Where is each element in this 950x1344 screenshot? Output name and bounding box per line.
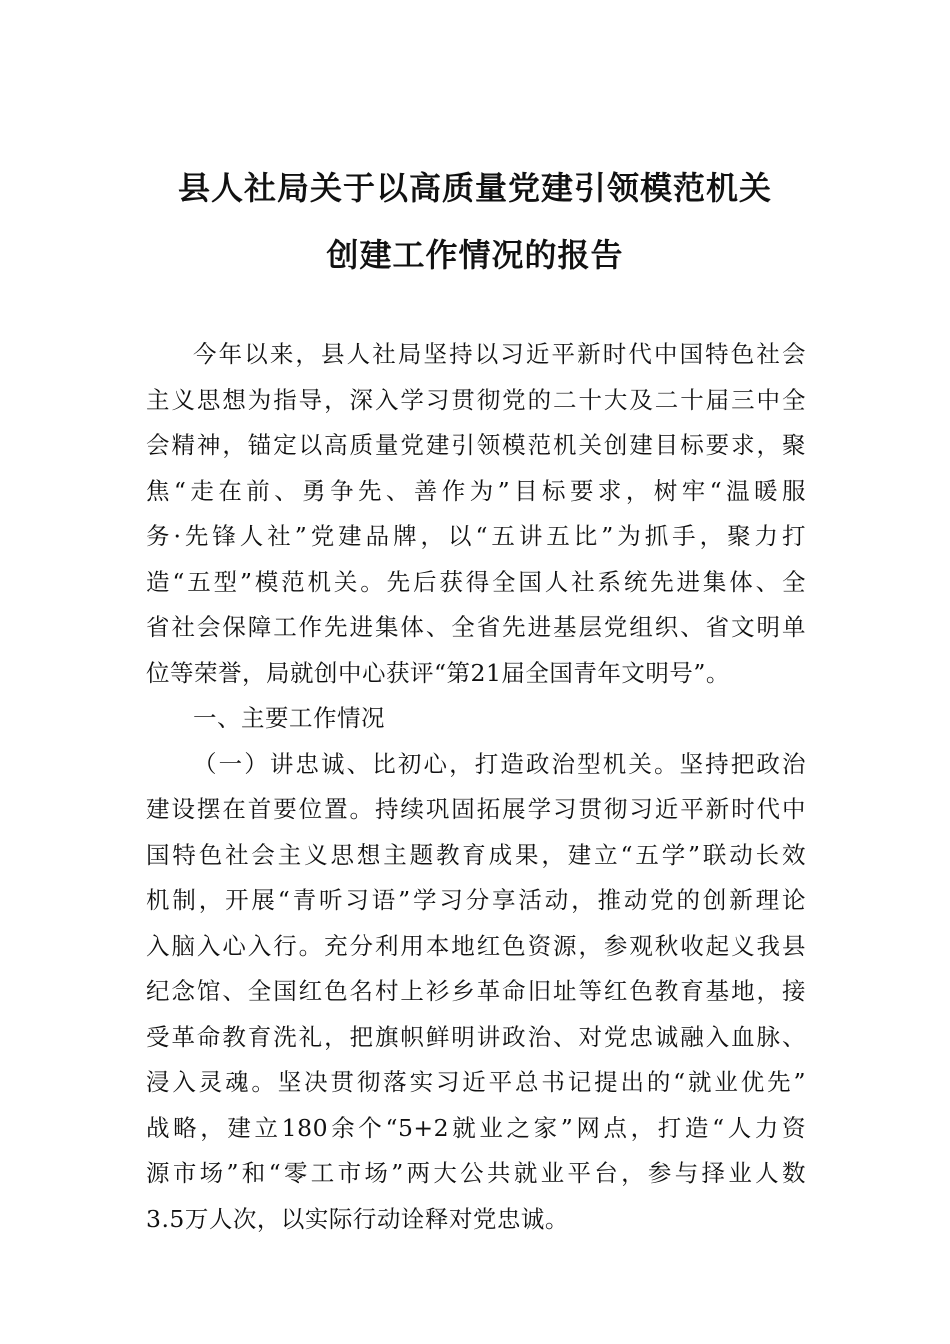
subsection-line: 国特色社会主义思想主题教育成果，建立“五学”联动长效: [146, 840, 806, 869]
intro-line: 今年以来，县人社局坚持以习近平新时代中国特色社会: [193, 340, 806, 368]
subsection-line: 受革命教育洗礼，把旗帜鲜明讲政治、对党忠诚融入血脉、: [146, 1022, 806, 1051]
subsection-line: 入脑入心入行。充分利用本地红色资源，参观秋收起义我县: [146, 931, 806, 960]
subsection-line: 战略，建立180余个“5+2就业之家”网点，打造“人力资: [146, 1113, 806, 1142]
subsection-first-line-rest: 坚持把政治: [679, 749, 807, 778]
subsection-line: 纪念馆、全国红色名村上衫乡革命旧址等红色教育基地，接: [146, 977, 806, 1005]
subsection-first-line: [146, 742, 806, 788]
section-heading: 一、主要工作情况: [193, 704, 385, 732]
document-title-line-1: 县人社局关于以高质量党建引领模范机关: [177, 169, 772, 207]
intro-line: 造“五型”模范机关。先后获得全国人社系统先进集体、全: [146, 567, 806, 596]
intro-line: 焦“走在前、勇争先、善作为”目标要求，树牢“温暖服: [146, 476, 806, 505]
intro-line: 会精神，锚定以高质量党建引领模范机关创建目标要求，聚: [146, 431, 806, 459]
subsection-line: 3.5万人次，以实际行动诠释对党忠诚。: [146, 1204, 569, 1233]
subsection-line: 机制，开展“青听习语”学习分享活动，推动党的创新理论: [146, 886, 806, 914]
subsection-line: 源市场”和“零工市场”两大公共就业平台，参与择业人数: [146, 1159, 806, 1187]
intro-line: 位等荣誉，局就创中心获评“第21届全国青年文明号”。: [146, 658, 730, 687]
document-title-line-2: 创建工作情况的报告: [326, 236, 624, 274]
subsection-line: 建设摆在首要位置。持续巩固拓展学习贯彻习近平新时代中: [146, 795, 806, 823]
intro-line: 主义思想为指导，深入学习贯彻党的二十大及二十届三中全: [146, 385, 806, 414]
document-body: [146, 332, 806, 1242]
subsection-lead: （一）讲忠诚、比初心，打造政治型机关。: [193, 749, 680, 778]
subsection-line: 浸入灵魂。坚决贯彻落实习近平总书记提出的“就业优先”: [146, 1068, 806, 1096]
intro-line: 务·先锋人社”党建品牌，以“五讲五比”为抓手，聚力打: [146, 522, 806, 550]
intro-line: 省社会保障工作先进集体、全省先进基层党组织、省文明单: [146, 613, 806, 641]
